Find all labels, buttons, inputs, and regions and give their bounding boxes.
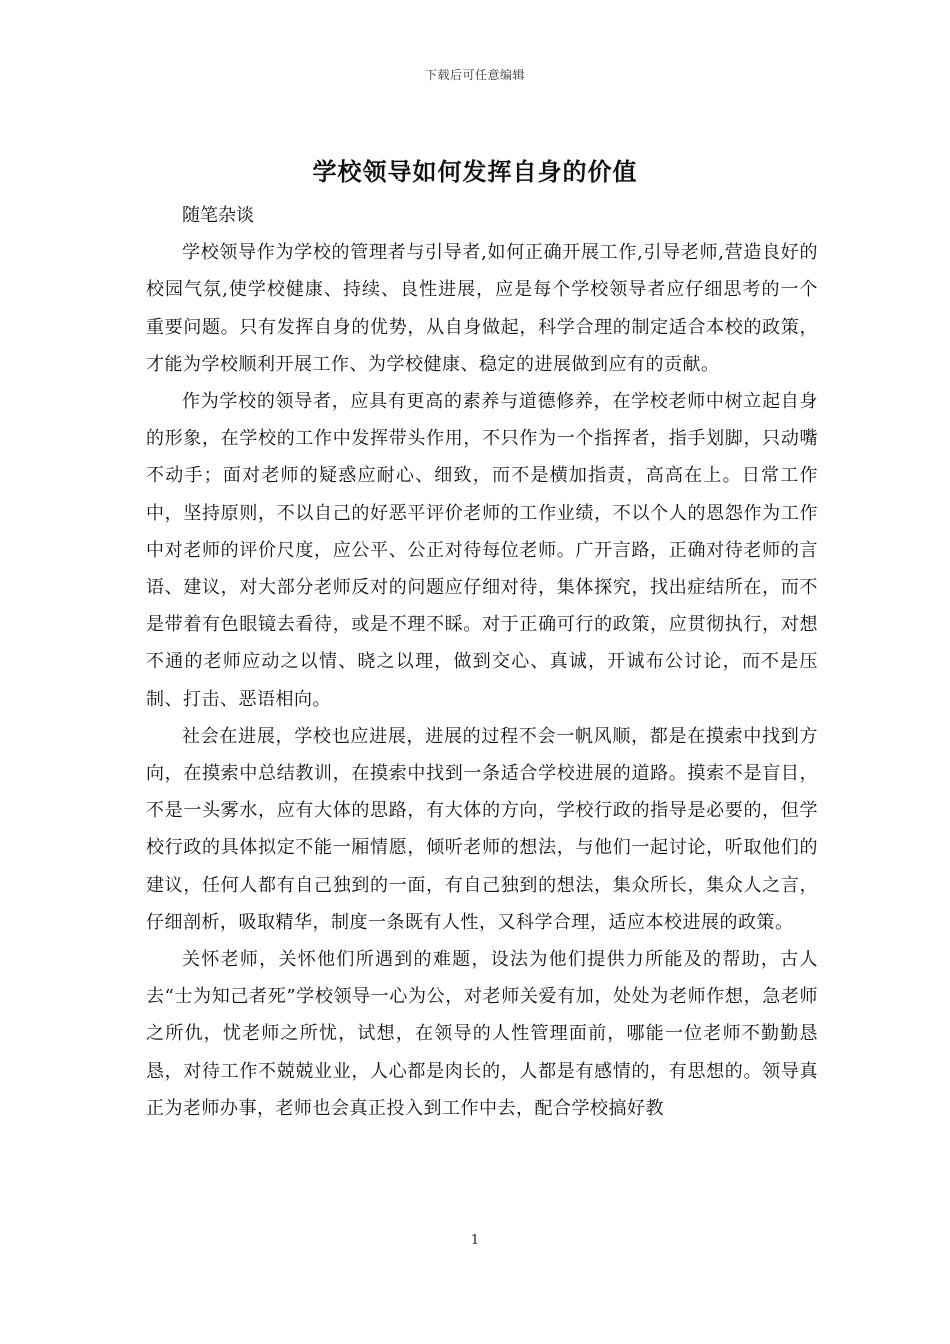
body-paragraph-4: 关怀老师，关怀他们所遇到的难题，设法为他们提供力所能及的帮助，古人去“士为知己者死”学校领导一心为公，对老师关爱有加，处处为老师作想，急老师之所仇，忧老师之所忧，试想，在领导的人性管理面前，哪能一位老师不勤勤恳恳，对待工作不兢兢业业，人心都是肉长的，人都是有感情的，有思想的。领导真正为老师办事，老师也会真正投入到工作中去，配合学校搞好教 [146,949,818,1119]
body-paragraph-3: 社会在进展，学校也应进展，进展的过程不会一帆风顺，都是在摸索中找到方向，在摸索中总结教训，在摸索中找到一条适合学校进展的道路。摸索不是盲目，不是一头雾水，应有大体的思路，有大体的方向，学校行政的指导是必要的，但学校行政的具体拟定不能一厢情愿，倾听老师的想法，与他们一起讨论，听取他们的建议，任何人都有自己独到的一面，有自己独到的想法，集众所长，集众人之言，仔细剖析，吸取精华，制度一条既有人性，又科学合理，适应本校进展的政策。 [146,725,818,933]
document-body [146,197,818,1127]
page-number: 1 [470,1233,480,1248]
document-subtitle: 随笔杂谈 [182,205,254,226]
header-note: 下载后可任意编辑 [424,68,525,82]
body-paragraph-2: 作为学校的领导者，应具有更高的素养与道德修养，在学校老师中树立起自身的形象，在学校的工作中发挥带头作用，不只作为一个指挥者，指手划脚，只动嘴不动手；面对老师的疑惑应耐心、细致，而不是横加指责，高高在上。日常工作中，坚持原则，不以自己的好恶平评价老师的工作业绩，不以个人的恩怨作为工作中对老师的评价尺度，应公平、公正对待每位老师。广开言路，正确对待老师的言语、建议，对大部分老师反对的问题应仔细对待，集体探究，找出症结所在，而不是带着有色眼镜去看待，或是不理不睬。对于正确可行的政策，应贯彻执行，对想不通的老师应动之以情、晓之以理，做到交心、真诚，开诚布公讨论，而不是压制、打击、恶语相向。 [146,391,818,710]
document-title: 学校领导如何发挥自身的价值 [312,158,638,186]
body-paragraph-1: 学校领导作为学校的管理者与引导者,如何正确开展工作,引导老师,营造良好的校园气氛,使学校健康、持续、良性进展，应是每个学校领导者应仔细思考的一个重要问题。只有发挥自身的优势，从自身做起，科学合理的制定适合本校的政策，才能为学校顺利开展工作、为学校健康、稳定的进展做到应有的贡献。 [146,242,818,375]
